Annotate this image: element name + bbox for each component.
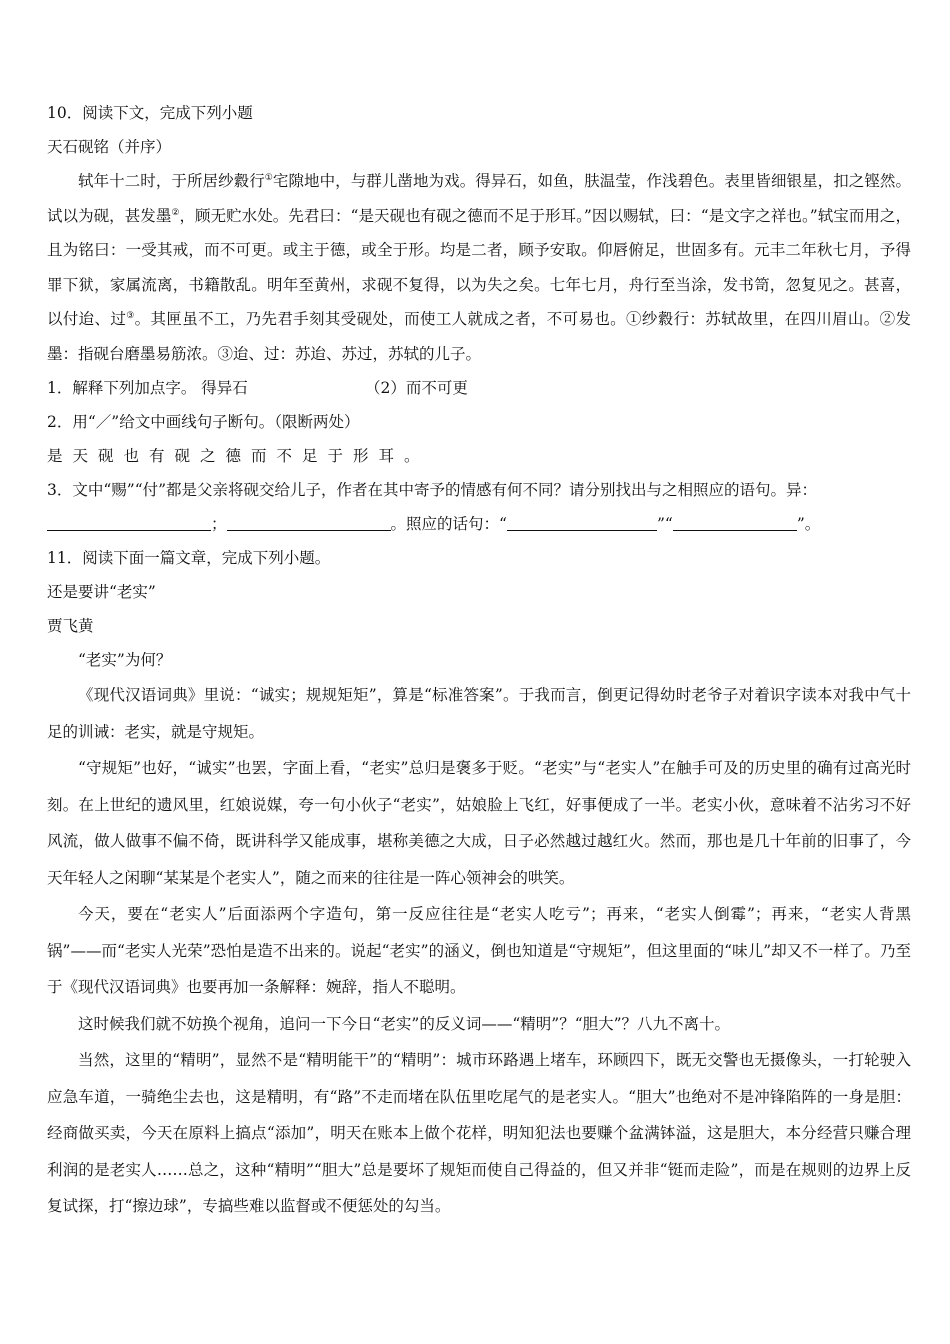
q11-paragraph-1: “老实”为何？	[78, 651, 172, 669]
q10-passage-part-3: ，顾无贮水处。先君曰：“是天砚也有砚之德而不足于形耳。”因以赐轼，曰：“是文字之祥也。”轼宝而用之，且为铭曰：一受其戒，而不可更。或主于德，或全于形。均是二者，顾予安取。仰唇俯足，世固多有。元丰二年秋七月，予得罪下狱，家属流离，书籍散乱。明年至黄州，求砚不复得，以为失之矣。七年七月，舟行至当涂，发书笥，忽复见之。甚喜，以付迨、过	[47, 206, 911, 328]
q10-sub3-answer-line	[47, 507, 911, 541]
sub3-quote-mid: ”“	[656, 515, 673, 533]
note-mark-3: ③	[126, 310, 135, 321]
q11-author: 贾飞黄	[47, 617, 94, 635]
note-mark-2: ②	[171, 207, 180, 218]
q10-sub2: 2．用“／”给文中画线句子断句。（限断两处）	[47, 413, 360, 431]
answer-blank-4[interactable]	[673, 516, 797, 531]
q10-passage-part-1: 轼年十二时，于所居纱縠行	[78, 172, 265, 190]
q10-sub3: 3．文中“赐”“付”都是父亲将砚交给儿子，作者在其中寄予的情感有何不同？请分别找出与之相照应的语句。异：	[47, 481, 818, 499]
q11-paragraph-5: 这时候我们就不妨换个视角，追问一下今日“老实”的反义词——“精明”？“胆大”？八九不离十。	[78, 1014, 731, 1033]
question-10	[47, 96, 911, 541]
question-11	[47, 541, 911, 1225]
document-page	[47, 96, 911, 1225]
q11-paragraph-2: 《现代汉语词典》里说：“诚实；规规矩矩”，算是“标准答案”。于我而言，倒更记得幼时老爷子对着识字读本对我中气十足的训诫：老实，就是守规矩。	[47, 686, 911, 741]
q10-sub1-item-a: 1．解释下列加点字。 得异石	[47, 379, 248, 397]
q10-title: 天石砚铭（并序）	[47, 138, 172, 156]
q10-passage	[47, 164, 911, 371]
q11-heading: 11．阅读下面一篇文章，完成下列小题。	[47, 549, 331, 567]
sub3-mid-text: 。照应的话句：“	[390, 515, 507, 533]
answer-blank-2[interactable]	[227, 516, 391, 531]
q10-sub2-sentence: 是天砚也有砚之德而不足于形耳。	[47, 447, 430, 465]
q10-heading: 10．阅读下文，完成下列小题	[47, 104, 253, 122]
q10-passage-part-2: 宅隙地中，与群儿凿地为戏。得异石，如鱼，肤温莹，作浅碧色。表里皆细银星，扣之铿然。试以为砚，甚发墨	[47, 172, 911, 225]
semicolon: ；	[211, 515, 227, 533]
q11-paragraph-4: 今天，要在“老实人”后面添两个字造句，第一反应往往是“老实人吃亏”；再来，“老实人倒霉”；再来，“老实人背黑锅”——而“老实人光荣”恐怕是造不出来的。说起“老实”的涵义，倒也知道是“守规矩”，但这里面的“味儿”却又不一样了。乃至于《现代汉语词典》也要再加一条解释：婉辞，指人不聪明。	[47, 905, 911, 996]
answer-blank-3[interactable]	[507, 516, 657, 531]
q11-title: 还是要讲“老实”	[47, 583, 156, 601]
q10-passage-part-4: 。其匣虽不工，乃先君手刻其受砚处，而使工人就成之者，不可易也。①纱縠行：苏轼故里，在四川眉山。②发墨：指砚台磨墨易筋浓。③迨、过：苏迨、苏过，苏轼的儿子。	[47, 310, 911, 363]
q10-sub1-item-b: （2）而不可更	[365, 379, 468, 397]
note-mark-1: ①	[264, 172, 273, 183]
answer-blank-1[interactable]	[47, 516, 211, 531]
q10-sub1	[47, 371, 911, 405]
q11-paragraph-6: 当然，这里的“精明”，显然不是“精明能干”的“精明”：城市环路遇上堵车，环顾四下，既无交警也无摄像头，一打轮驶入应急车道，一骑绝尘去也，这是精明，有“路”不走而堵在队伍里吃尾气的是老实人。“胆大”也绝对不是冲锋陷阵的一身是胆：经商做买卖，今天在原料上搞点“添加”，明天在账本上做个花样，明知犯法也要赚个盆满钵溢，这是胆大，本分经营只赚合理利润的是老实人……总之，这种“精明”“胆大”总是要坏了规矩而使自己得益的，但又并非“铤而走险”，而是在规则的边界上反复试探，打“擦边球”，专搞些难以监督或不便惩处的勾当。	[47, 1051, 911, 1215]
sub3-end: ”。	[796, 515, 821, 533]
q11-paragraph-3: “守规矩”也好，“诚实”也罢，字面上看，“老实”总归是褒多于贬。“老实”与“老实人”在触手可及的历史里的确有过高光时刻。在上世纪的遗风里，红娘说媒，夸一句小伙子“老实”，姑娘脸上飞红，好事便成了一半。老实小伙，意味着不沾劣习不好风流，做人做事不偏不倚，既讲科学又能成事，堪称美德之大成，日子必然越过越红火。然而，那也是几十年前的旧事了，今天年轻人之闲聊“某某是个老实人”，随之而来的往往是一阵心领神会的哄笑。	[47, 759, 911, 887]
